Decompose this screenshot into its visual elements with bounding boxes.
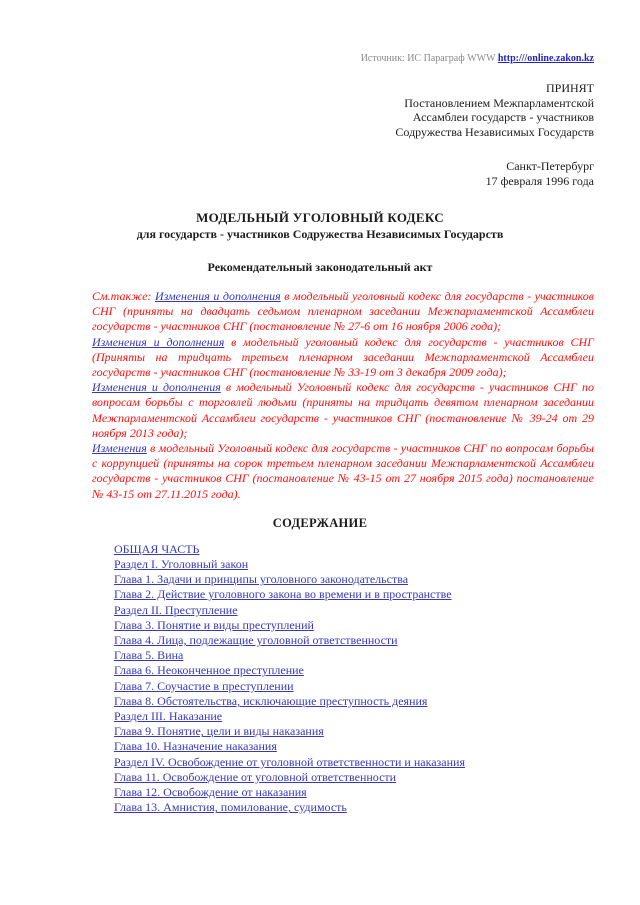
see-also-paragraph — [92, 380, 594, 441]
toc-link[interactable]: Глава 3. Понятие и виды преступлений — [114, 617, 314, 632]
see-also-paragraph — [92, 289, 594, 335]
table-of-contents — [114, 542, 594, 816]
toc-link[interactable]: Глава 13. Амнистия, помилование, судимость — [114, 800, 347, 815]
source-url-link[interactable]: http:///online.zakon.kz — [497, 53, 594, 64]
document-subtitle: для государств - участников Содружества Независимых Государств — [136, 227, 504, 241]
source-prefix-label: Источник: ИС Параграф WWW — [360, 53, 498, 64]
toc-link[interactable]: ОБЩАЯ ЧАСТЬ — [114, 541, 200, 556]
place-name: Санкт-Петербург — [506, 159, 594, 173]
toc-link[interactable]: Глава 6. Неоконченное преступление — [114, 663, 304, 678]
amendment-link[interactable]: Изменения и дополнения — [154, 289, 281, 303]
toc-link[interactable]: Глава 9. Понятие, цели и виды наказания — [114, 724, 324, 739]
see-also-paragraph — [92, 335, 594, 381]
amendment-text: в модельный Уголовный кодекс для государств - участников СНГ по вопросам борьбы с торговлей людьми (приняты на тридцать девятом пленарном заседании Межпарламентской Ассамблеи государств - участников СНГ (постановление № 39-24 от 29 ноября 2013 года); — [92, 380, 594, 440]
toc-link[interactable]: Раздел III. Наказание — [114, 709, 223, 724]
place-date-block — [46, 159, 594, 188]
toc-link[interactable]: Глава 8. Обстоятельства, исключающие преступность деяния — [114, 693, 428, 708]
amendment-link[interactable]: Изменения и дополнения — [92, 334, 225, 349]
amendment-link[interactable]: Изменения и дополнения — [92, 380, 221, 395]
toc-link[interactable]: Раздел IV. Освобождение от уголовной ответственности и наказания — [114, 754, 465, 769]
contents-heading: СОДЕРЖАНИЕ — [272, 515, 368, 530]
toc-link[interactable]: Глава 11. Освобождение от уголовной ответственности — [114, 769, 397, 784]
toc-link[interactable]: Глава 10. Назначение наказания — [114, 739, 277, 754]
document-title: МОДЕЛЬНЫЙ УГОЛОВНЫЙ КОДЕКС — [196, 210, 444, 225]
adoption-date: 17 февраля 1996 года — [485, 173, 594, 188]
adoption-line: Ассамблеи государств - участников — [412, 110, 594, 124]
adoption-line: Содружества Независимых Государств — [395, 124, 594, 139]
amendment-text: в модельный уголовный кодекс для государств - участников СНГ (Приняты на тридцать третьем пленарном заседании Межпарламентской Ассамблеи государств - участников СНГ (постановление № 33-19 от 3 декабря 2009 года); — [92, 334, 594, 380]
see-also-paragraph — [92, 441, 594, 502]
toc-link[interactable]: Глава 1. Задачи и принципы уголовного законодательства — [114, 572, 409, 587]
toc-link[interactable]: Раздел II. Преступление — [114, 602, 238, 617]
adoption-line: ПРИНЯТ — [545, 81, 594, 95]
adoption-block — [46, 81, 594, 139]
toc-link[interactable]: Глава 12. Освобождение от наказания — [114, 785, 307, 800]
source-line — [46, 52, 594, 65]
act-type-label: Рекомендательный законодательный акт — [207, 260, 433, 274]
document-title-block — [46, 210, 594, 242]
toc-link[interactable]: Глава 7. Соучастие в преступлении — [114, 678, 294, 693]
amendment-text: в модельный уголовный кодекс для государств - участников СНГ (приняты на двадцать седьмом пленарном заседании Межпарламентской Ассамблеи государств - участников СНГ (постановление № 27-6 от 16 ноября 2006 года); — [92, 289, 594, 334]
see-also-prefix: См.также: — [92, 289, 155, 303]
amendment-link[interactable]: Изменения — [92, 441, 147, 456]
amendment-text: в модельный Уголовный кодекс для государств - участников СНГ по вопросам борьбы с коррупцией (приняты на сорок третьем пленарном заседании Межпарламентской Ассамблеи государств - участников СНГ (постановление № 43-15 от 27 ноября 2015 года) постановление № 43-15 от 27.11.2015 года). — [92, 441, 594, 501]
toc-link[interactable]: Глава 5. Вина — [114, 648, 184, 663]
see-also-section — [92, 289, 594, 502]
toc-link[interactable]: Глава 4. Лица, подлежащие уголовной ответственности — [114, 633, 398, 648]
adoption-line: Постановлением Межпарламентской — [404, 95, 594, 110]
toc-link[interactable]: Глава 2. Действие уголовного закона во времени и в пространстве — [114, 587, 452, 602]
toc-link[interactable]: Раздел I. Уголовный закон — [114, 557, 249, 572]
